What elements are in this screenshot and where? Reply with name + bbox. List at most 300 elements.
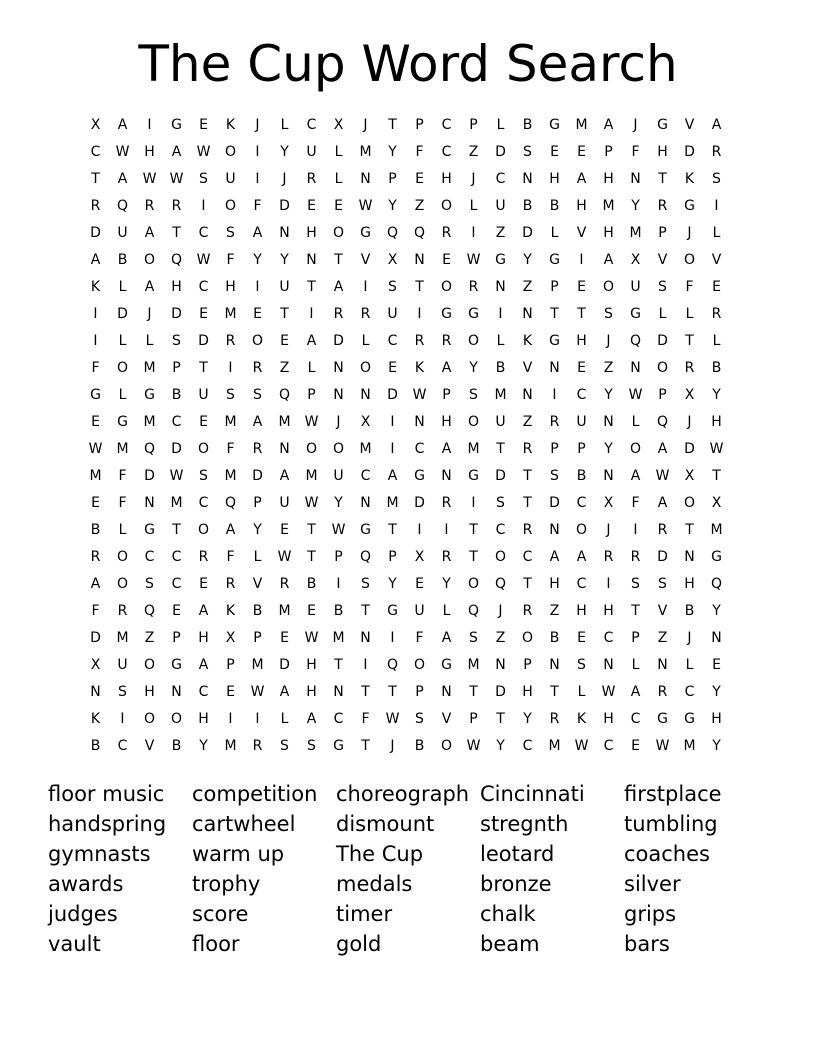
grid-letter: U: [225, 171, 236, 187]
grid-letter: W: [709, 441, 724, 457]
grid-letter: U: [198, 387, 209, 403]
grid-letter: T: [91, 171, 100, 187]
grid-letter: R: [198, 549, 209, 565]
grid-letter: A: [657, 441, 668, 457]
grid-letter: E: [415, 171, 424, 187]
grid-letter: F: [253, 198, 262, 214]
grid-letter: M: [467, 657, 480, 673]
grid-letter: G: [90, 387, 101, 403]
grid-letter: A: [198, 603, 209, 619]
grid-letter: A: [144, 225, 155, 241]
grid-letter: Q: [656, 414, 669, 430]
word-list-item: bars: [624, 932, 670, 956]
grid-letter: C: [603, 738, 614, 754]
grid-letter: F: [118, 468, 127, 484]
grid-letter: W: [196, 144, 211, 160]
grid-letter: E: [199, 117, 208, 133]
grid-letter: Q: [413, 225, 426, 241]
grid-letter: M: [251, 657, 264, 673]
grid-letter: C: [198, 684, 209, 700]
grid-letter: R: [117, 603, 128, 619]
grid-letter: W: [331, 522, 346, 538]
grid-letter: W: [601, 684, 616, 700]
grid-letter: E: [442, 252, 451, 268]
word-list-item: dismount: [336, 812, 435, 836]
grid-letter: D: [171, 306, 182, 322]
word-list-item: leotard: [480, 842, 555, 866]
grid-letter: B: [549, 198, 560, 214]
word-list-item: cartwheel: [192, 812, 296, 836]
grid-letter: R: [603, 549, 614, 565]
grid-letter: Q: [467, 603, 480, 619]
grid-letter: A: [333, 279, 344, 295]
grid-letter: N: [306, 252, 317, 268]
grid-letter: P: [253, 630, 262, 646]
grid-letter: O: [143, 711, 156, 727]
grid-letter: H: [684, 576, 695, 592]
grid-letter: M: [386, 495, 399, 511]
grid-letter: N: [90, 684, 101, 700]
grid-letter: T: [496, 441, 505, 457]
grid-letter: H: [603, 225, 614, 241]
grid-letter: N: [684, 549, 695, 565]
grid-letter: R: [468, 279, 479, 295]
word-list-item: bronze: [480, 872, 552, 896]
grid-row: [82, 679, 732, 706]
grid-letter: Y: [469, 360, 478, 376]
word-list-item: chalk: [480, 902, 536, 926]
grid-letter: A: [576, 171, 587, 187]
grid-letter: X: [711, 495, 722, 511]
grid-letter: V: [252, 576, 263, 592]
grid-letter: Q: [224, 495, 237, 511]
grid-letter: T: [550, 306, 559, 322]
grid-letter: E: [415, 576, 424, 592]
grid-letter: K: [576, 711, 587, 727]
grid-letter: G: [171, 657, 182, 673]
grid-letter: M: [359, 144, 372, 160]
grid-letter: Y: [280, 144, 289, 160]
grid-letter: F: [91, 360, 100, 376]
grid-letter: E: [307, 198, 316, 214]
grid-letter: P: [172, 360, 181, 376]
word-list-item: judges: [48, 902, 118, 926]
grid-letter: X: [684, 468, 695, 484]
grid-letter: Y: [523, 252, 532, 268]
grid-letter: O: [467, 576, 480, 592]
grid-letter: I: [471, 495, 476, 511]
grid-letter: C: [198, 225, 209, 241]
grid-letter: F: [226, 549, 235, 565]
grid-letter: H: [441, 171, 452, 187]
grid-letter: S: [118, 684, 127, 700]
grid-letter: F: [361, 711, 370, 727]
grid-letter: D: [495, 144, 506, 160]
grid-letter: M: [683, 738, 696, 754]
grid-letter: H: [549, 576, 560, 592]
grid-letter: O: [359, 360, 372, 376]
grid-letter: Y: [253, 252, 262, 268]
grid-letter: Q: [494, 576, 507, 592]
grid-letter: C: [576, 495, 587, 511]
grid-letter: M: [224, 414, 237, 430]
grid-letter: F: [226, 252, 235, 268]
grid-letter: T: [199, 360, 208, 376]
grid-letter: D: [657, 333, 668, 349]
grid-letter: J: [471, 171, 476, 187]
grid-letter: B: [252, 603, 263, 619]
grid-letter: C: [387, 333, 398, 349]
grid-letter: H: [306, 657, 317, 673]
grid-letter: A: [441, 441, 452, 457]
grid-letter: N: [603, 414, 614, 430]
grid-letter: B: [522, 117, 533, 133]
grid-letter: L: [334, 171, 343, 187]
grid-letter: A: [252, 225, 263, 241]
grid-letter: R: [171, 198, 182, 214]
grid-letter: I: [417, 306, 422, 322]
grid-letter: P: [415, 117, 424, 133]
grid-letter: U: [414, 603, 425, 619]
grid-letter: E: [577, 630, 586, 646]
grid-letter: V: [360, 252, 371, 268]
grid-letter: Q: [386, 657, 399, 673]
grid-letter: G: [657, 711, 668, 727]
grid-letter: G: [495, 252, 506, 268]
grid-letter: W: [358, 198, 373, 214]
grid-letter: D: [333, 333, 344, 349]
grid-letter: C: [198, 495, 209, 511]
grid-letter: J: [255, 117, 260, 133]
grid-letter: I: [390, 414, 395, 430]
grid-letter: S: [253, 387, 262, 403]
grid-letter: D: [171, 441, 182, 457]
grid-letter: G: [414, 468, 425, 484]
grid-letter: M: [224, 468, 237, 484]
grid-letter: M: [278, 414, 291, 430]
grid-letter: E: [334, 198, 343, 214]
grid-letter: N: [549, 657, 560, 673]
grid-letter: X: [684, 387, 695, 403]
grid-letter: R: [549, 414, 560, 430]
grid-letter: C: [333, 711, 344, 727]
word-list-item: beam: [480, 932, 540, 956]
grid-row: [82, 193, 732, 220]
grid-letter: L: [712, 333, 721, 349]
grid-letter: R: [252, 360, 263, 376]
grid-letter: G: [684, 198, 695, 214]
word-list-item: Cincinnati: [480, 782, 585, 806]
grid-letter: I: [363, 657, 368, 673]
grid-row: [82, 139, 732, 166]
grid-letter: G: [468, 306, 479, 322]
grid-letter: E: [91, 414, 100, 430]
grid-letter: W: [304, 414, 319, 430]
grid-letter: M: [602, 198, 615, 214]
grid-letter: R: [252, 738, 263, 754]
grid-letter: E: [199, 414, 208, 430]
grid-letter: W: [466, 252, 481, 268]
grid-letter: Y: [253, 522, 262, 538]
grid-letter: M: [116, 630, 129, 646]
grid-letter: I: [201, 198, 206, 214]
grid-letter: I: [309, 306, 314, 322]
grid-letter: D: [90, 630, 101, 646]
grid-letter: T: [658, 171, 667, 187]
grid-letter: R: [657, 522, 668, 538]
grid-letter: G: [549, 252, 560, 268]
grid-letter: W: [88, 441, 103, 457]
grid-letter: R: [657, 684, 668, 700]
grid-letter: O: [467, 414, 480, 430]
grid-letter: N: [630, 171, 641, 187]
grid-letter: A: [225, 522, 236, 538]
grid-letter: U: [117, 225, 128, 241]
grid-letter: Z: [603, 360, 614, 376]
grid-row: [82, 544, 732, 571]
grid-letter: O: [494, 549, 507, 565]
grid-letter: S: [577, 657, 586, 673]
grid-letter: T: [631, 603, 640, 619]
grid-letter: M: [467, 441, 480, 457]
grid-letter: W: [304, 630, 319, 646]
grid-letter: Y: [388, 198, 397, 214]
grid-letter: X: [630, 252, 641, 268]
grid-letter: I: [471, 225, 476, 241]
grid-letter: Y: [712, 684, 721, 700]
grid-letter: C: [90, 144, 101, 160]
grid-letter: S: [226, 387, 235, 403]
grid-letter: A: [252, 414, 263, 430]
grid-letter: Y: [604, 387, 613, 403]
grid-letter: L: [280, 711, 289, 727]
grid-letter: M: [359, 441, 372, 457]
grid-letter: Y: [280, 252, 289, 268]
grid-letter: B: [549, 630, 560, 646]
grid-letter: R: [549, 711, 560, 727]
grid-letter: I: [714, 198, 719, 214]
grid-letter: I: [336, 576, 341, 592]
grid-letter: N: [333, 387, 344, 403]
grid-row: [82, 436, 732, 463]
grid-letter: A: [603, 117, 614, 133]
grid-letter: W: [655, 738, 670, 754]
grid-letter: D: [198, 333, 209, 349]
grid-letter: K: [90, 279, 101, 295]
grid-letter: Z: [279, 360, 290, 376]
grid-letter: X: [90, 117, 101, 133]
grid-letter: T: [469, 684, 478, 700]
grid-letter: F: [631, 144, 640, 160]
grid-letter: C: [171, 576, 182, 592]
grid-letter: Y: [199, 738, 208, 754]
grid-letter: S: [280, 738, 289, 754]
grid-letter: I: [444, 522, 449, 538]
grid-letter: U: [279, 495, 290, 511]
grid-letter: P: [388, 549, 397, 565]
grid-letter: U: [117, 657, 128, 673]
word-list-item: floor: [192, 932, 240, 956]
grid-letter: H: [306, 684, 317, 700]
grid-letter: C: [603, 630, 614, 646]
grid-letter: T: [307, 522, 316, 538]
grid-letter: A: [630, 684, 641, 700]
grid-letter: D: [279, 198, 290, 214]
grid-letter: B: [495, 360, 506, 376]
grid-letter: O: [116, 576, 129, 592]
grid-row: [82, 625, 732, 652]
grid-letter: R: [522, 441, 533, 457]
grid-letter: R: [333, 306, 344, 322]
grid-letter: N: [414, 252, 425, 268]
grid-letter: L: [631, 657, 640, 673]
grid-letter: S: [604, 306, 613, 322]
word-list-item: vault: [48, 932, 101, 956]
grid-row: [82, 166, 732, 193]
grid-letter: O: [467, 333, 480, 349]
grid-letter: V: [144, 738, 155, 754]
grid-letter: R: [360, 306, 371, 322]
grid-letter: A: [657, 495, 668, 511]
grid-letter: N: [144, 495, 155, 511]
grid-letter: L: [496, 117, 505, 133]
grid-letter: H: [576, 333, 587, 349]
grid-letter: I: [93, 306, 98, 322]
grid-row: [82, 328, 732, 355]
grid-letter: D: [144, 468, 155, 484]
grid-letter: E: [550, 144, 559, 160]
grid-letter: T: [172, 522, 181, 538]
grid-letter: E: [577, 279, 586, 295]
grid-letter: J: [633, 117, 638, 133]
grid-letter: M: [629, 225, 642, 241]
grid-letter: H: [144, 684, 155, 700]
grid-letter: T: [307, 279, 316, 295]
grid-letter: C: [441, 117, 452, 133]
grid-letter: O: [197, 441, 210, 457]
grid-letter: O: [305, 441, 318, 457]
grid-letter: V: [576, 225, 587, 241]
grid-letter: B: [414, 738, 425, 754]
grid-letter: M: [224, 306, 237, 322]
page-title: The Cup Word Search: [138, 35, 678, 93]
grid-letter: S: [550, 468, 559, 484]
grid-letter: G: [711, 549, 722, 565]
grid-letter: P: [388, 171, 397, 187]
grid-letter: P: [550, 279, 559, 295]
grid-letter: T: [388, 522, 397, 538]
grid-letter: L: [118, 279, 127, 295]
grid-letter: T: [496, 711, 505, 727]
grid-letter: Y: [388, 576, 397, 592]
grid-row: [82, 382, 732, 409]
grid-letter: T: [685, 333, 694, 349]
grid-letter: C: [360, 468, 371, 484]
grid-letter: U: [495, 414, 506, 430]
grid-letter: N: [360, 630, 371, 646]
grid-letter: H: [522, 684, 533, 700]
grid-letter: Y: [712, 603, 721, 619]
grid-letter: T: [172, 225, 181, 241]
grid-letter: N: [522, 171, 533, 187]
grid-letter: Q: [359, 549, 372, 565]
grid-row: [82, 571, 732, 598]
grid-letter: P: [631, 630, 640, 646]
grid-letter: U: [387, 306, 398, 322]
grid-letter: V: [657, 252, 668, 268]
grid-letter: Z: [522, 414, 533, 430]
grid-letter: S: [226, 225, 235, 241]
grid-letter: T: [334, 252, 343, 268]
grid-letter: T: [712, 468, 721, 484]
grid-letter: D: [90, 225, 101, 241]
grid-letter: R: [441, 495, 452, 511]
grid-letter: C: [306, 117, 317, 133]
grid-letter: O: [602, 279, 615, 295]
grid-letter: N: [360, 171, 371, 187]
grid-letter: R: [441, 549, 452, 565]
grid-letter: J: [282, 171, 287, 187]
grid-letter: J: [687, 630, 692, 646]
grid-letter: H: [306, 225, 317, 241]
grid-letter: I: [255, 171, 260, 187]
grid-letter: S: [361, 576, 370, 592]
grid-letter: O: [413, 657, 426, 673]
grid-letter: P: [658, 387, 667, 403]
word-list-item: coaches: [624, 842, 710, 866]
grid-letter: W: [466, 738, 481, 754]
grid-letter: V: [684, 117, 695, 133]
grid-letter: S: [469, 630, 478, 646]
grid-letter: Y: [712, 738, 721, 754]
grid-letter: O: [224, 198, 237, 214]
grid-letter: H: [198, 711, 209, 727]
grid-letter: X: [333, 117, 344, 133]
grid-letter: A: [117, 171, 128, 187]
grid-letter: G: [117, 414, 128, 430]
grid-letter: R: [225, 576, 236, 592]
grid-row: [82, 409, 732, 436]
grid-letter: O: [170, 711, 183, 727]
grid-letter: I: [390, 441, 395, 457]
grid-letter: B: [306, 576, 317, 592]
grid-row: [82, 355, 732, 382]
grid-letter: T: [685, 522, 694, 538]
grid-letter: H: [657, 144, 668, 160]
grid-letter: Q: [386, 225, 399, 241]
grid-letter: E: [172, 603, 181, 619]
grid-letter: S: [523, 144, 532, 160]
grid-letter: G: [468, 468, 479, 484]
grid-letter: A: [387, 468, 398, 484]
grid-letter: L: [496, 333, 505, 349]
grid-letter: I: [255, 144, 260, 160]
grid-letter: P: [442, 387, 451, 403]
grid-letter: H: [576, 603, 587, 619]
grid-letter: I: [120, 711, 125, 727]
grid-letter: I: [498, 306, 503, 322]
grid-letter: V: [522, 360, 533, 376]
grid-letter: E: [577, 360, 586, 376]
grid-letter: M: [224, 738, 237, 754]
grid-letter: Z: [495, 225, 506, 241]
grid-letter: Q: [710, 576, 723, 592]
grid-letter: P: [253, 495, 262, 511]
grid-letter: W: [169, 468, 184, 484]
grid-letter: X: [414, 549, 425, 565]
grid-letter: J: [390, 738, 395, 754]
grid-row: [82, 301, 732, 328]
